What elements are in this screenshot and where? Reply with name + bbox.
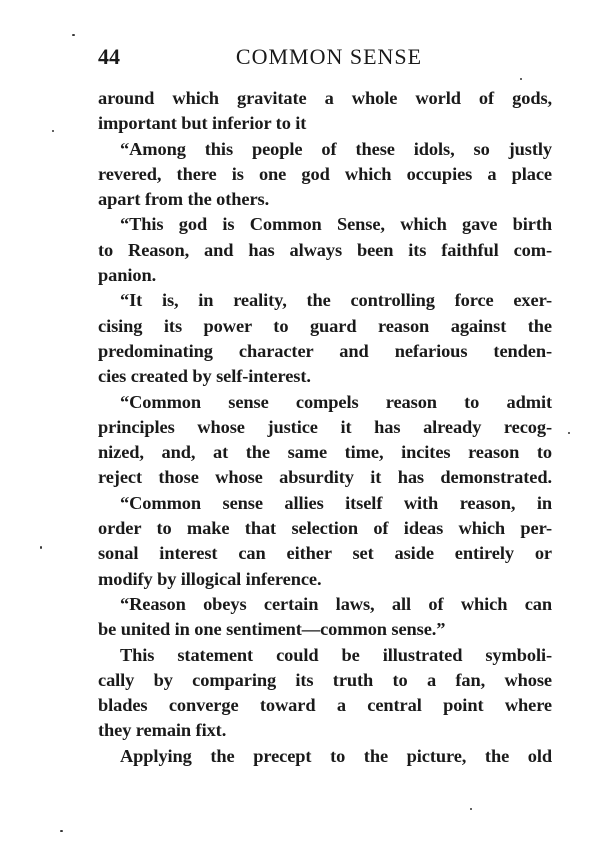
scan-speck <box>40 546 42 549</box>
text-line: “Common sense allies itself with reason, in <box>120 492 552 513</box>
page-header <box>98 42 550 72</box>
text-line: revered, there is one god which occupies a place <box>98 163 552 184</box>
scan-speck <box>72 34 75 36</box>
text-line: principles whose justice it has already recog- <box>98 416 552 437</box>
scan-speck <box>52 130 54 132</box>
text-line: be united in one sentiment—common sense.” <box>98 619 446 640</box>
scan-speck <box>470 808 472 810</box>
text-line: apart from the others. <box>98 189 270 210</box>
text-line: “This god is Common Sense, which gave birth <box>120 214 552 235</box>
text-line: panion. <box>98 265 157 286</box>
text-line: modify by illogical inference. <box>98 568 322 589</box>
text-line: Applying the precept to the picture, the old <box>120 745 552 766</box>
text-line: “Among this people of these idols, so justly <box>120 138 552 159</box>
text-line: cising its power to guard reason against the <box>98 315 552 336</box>
text-line: cies created by self-interest. <box>98 366 311 387</box>
text-line: important but inferior to it <box>98 113 307 134</box>
text-line: cally by comparing its truth to a fan, whose <box>98 669 552 690</box>
body-text <box>98 86 552 769</box>
text-line: predominating character and nefarious tenden- <box>98 340 552 361</box>
text-line: they remain fixt. <box>98 720 227 741</box>
text-line: This statement could be illustrated symboli- <box>120 644 552 665</box>
text-line: around which gravitate a whole world of gods, <box>98 88 552 108</box>
text-line: “Common sense compels reason to admit <box>120 391 552 412</box>
text-line: sonal interest can either set aside entirely or <box>98 543 552 564</box>
scan-speck <box>520 78 522 80</box>
page-number: 44 <box>98 44 120 69</box>
text-line: reject those whose absurdity it has demonstrated. <box>98 467 552 488</box>
scan-speck <box>568 432 570 434</box>
text-line: to Reason, and has always been its faithful com- <box>98 239 552 260</box>
running-title: COMMON SENSE <box>235 44 423 69</box>
text-line: order to make that selection of ideas which per- <box>98 518 552 539</box>
text-line: “It is, in reality, the controlling force exer- <box>120 290 552 311</box>
scan-speck <box>60 830 63 832</box>
text-line: nized, and, at the same time, incites reason to <box>98 442 552 463</box>
text-line: blades converge toward a central point where <box>98 695 552 716</box>
text-line: “Reason obeys certain laws, all of which can <box>120 593 552 614</box>
